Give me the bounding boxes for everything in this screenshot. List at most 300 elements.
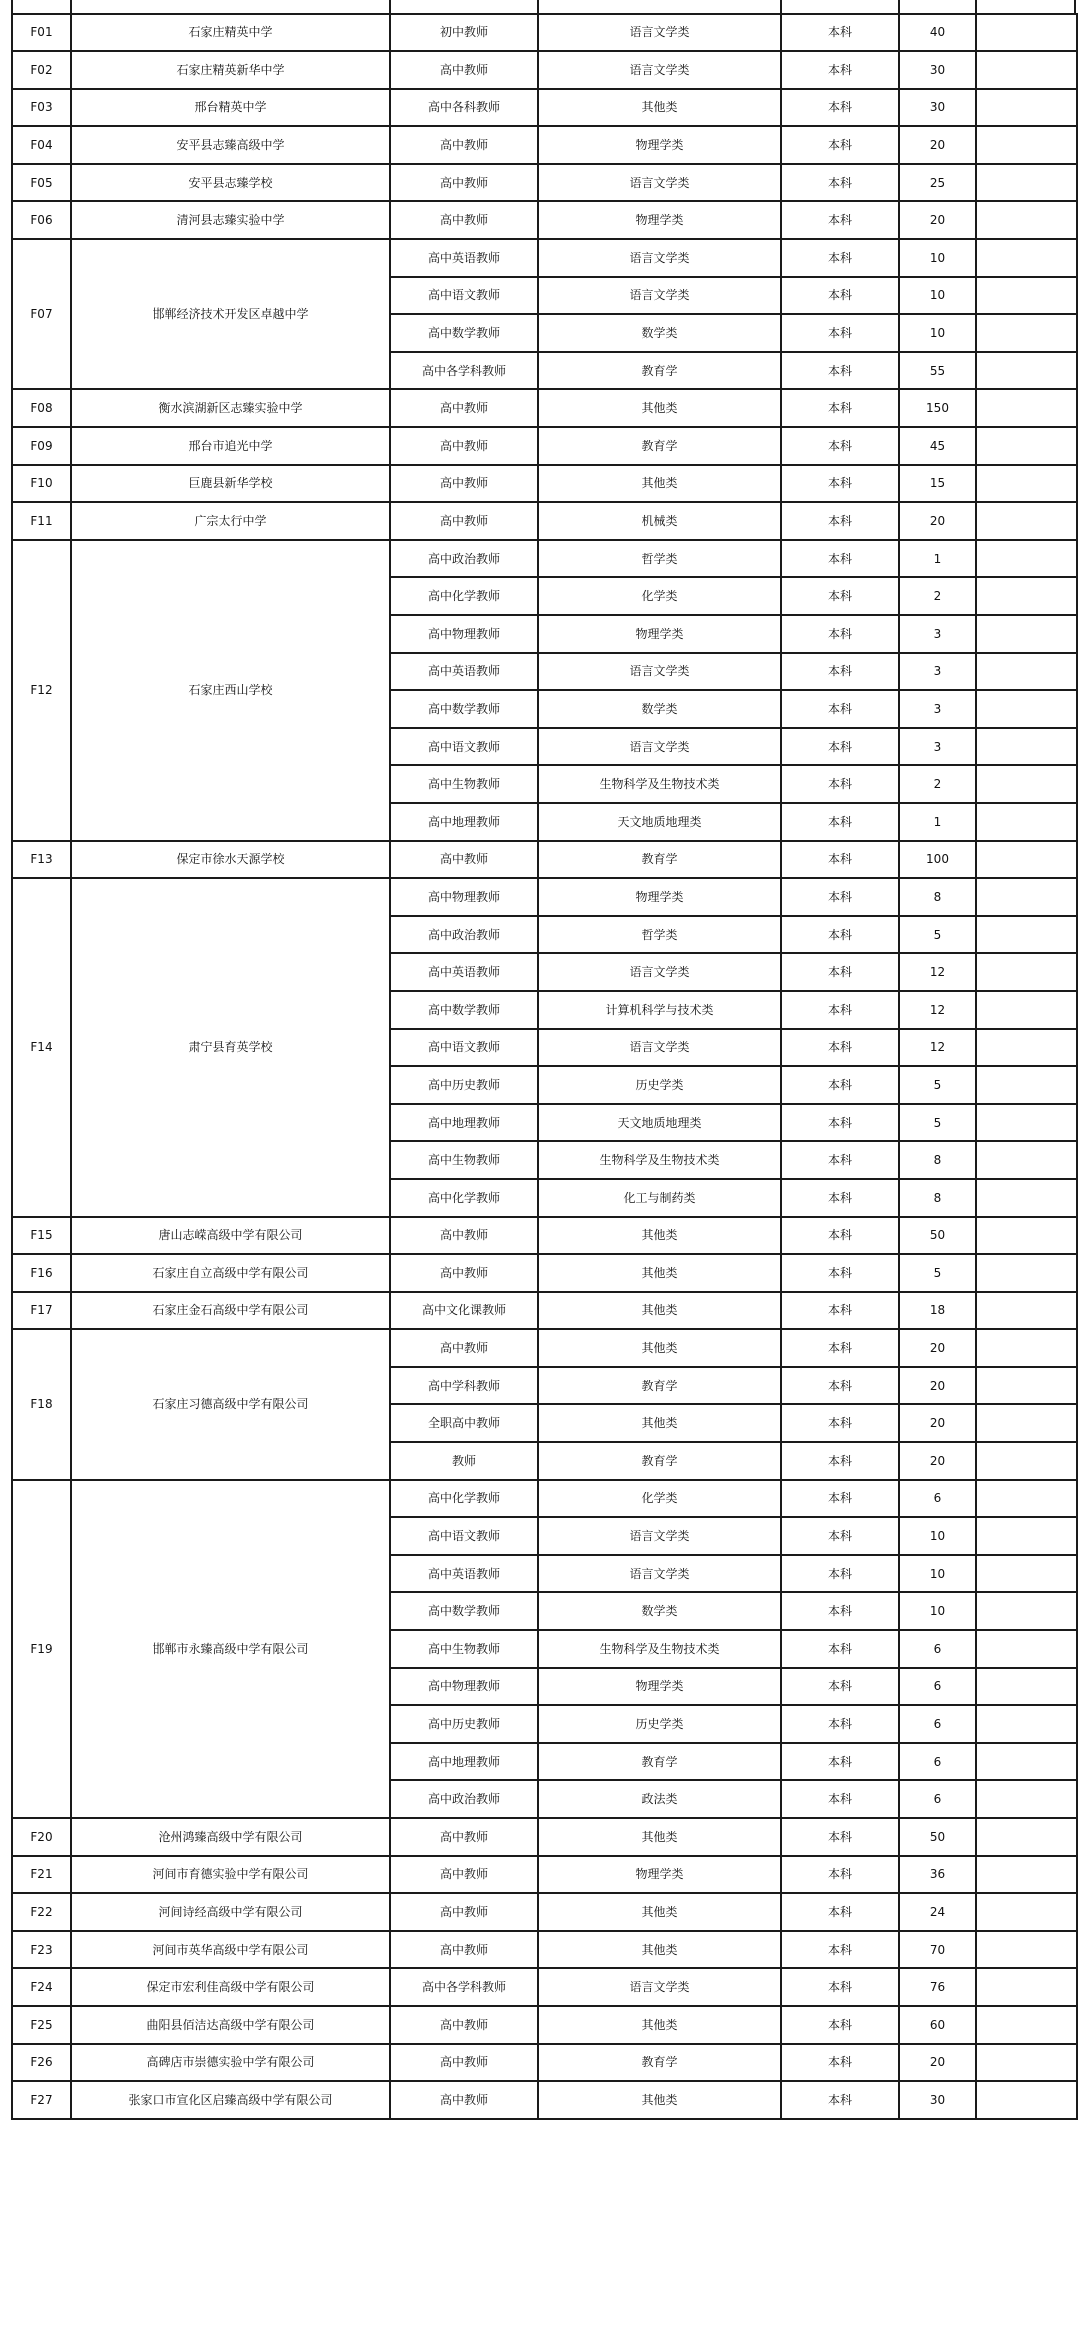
table-row: [12, 1217, 1077, 1255]
cell-major: 化学类: [538, 577, 781, 615]
cell-post: 高中教师: [390, 841, 538, 879]
table-border-stub: [11, 0, 13, 13]
cell-code: F09: [12, 427, 71, 465]
cell-post: 教师: [390, 1442, 538, 1480]
cell-education: 本科: [781, 1517, 899, 1555]
cell-remarks: [976, 1329, 1077, 1367]
cell-major: 语言文学类: [538, 239, 781, 277]
cell-major: 历史学类: [538, 1066, 781, 1104]
cell-school: 曲阳县佰洁达高级中学有限公司: [71, 2006, 390, 2044]
cell-school: 肃宁县育英学校: [71, 878, 390, 1216]
recruitment-table: [11, 13, 1078, 2120]
cell-education: 本科: [781, 1818, 899, 1856]
cell-code: F19: [12, 1480, 71, 1818]
cell-school: 保定市徐水天源学校: [71, 841, 390, 879]
cell-education: 本科: [781, 916, 899, 954]
cell-count: 6: [899, 1668, 976, 1706]
cell-post: 高中英语教师: [390, 653, 538, 691]
cell-major: 语言文学类: [538, 728, 781, 766]
cell-count: 20: [899, 1329, 976, 1367]
cell-education: 本科: [781, 577, 899, 615]
cell-education: 本科: [781, 1931, 899, 1969]
cell-school: 邯郸经济技术开发区卓越中学: [71, 239, 390, 389]
cell-count: 12: [899, 991, 976, 1029]
cell-education: 本科: [781, 239, 899, 277]
cell-major: 其他类: [538, 2081, 781, 2119]
cell-remarks: [976, 1104, 1077, 1142]
cell-major: 其他类: [538, 1254, 781, 1292]
cell-remarks: [976, 1780, 1077, 1818]
cell-education: 本科: [781, 1592, 899, 1630]
cell-post: 高中数学教师: [390, 1592, 538, 1630]
cell-remarks: [976, 201, 1077, 239]
cell-major: 语言文学类: [538, 1517, 781, 1555]
cell-school: 张家口市宣化区启臻高级中学有限公司: [71, 2081, 390, 2119]
cell-major: 天文地质地理类: [538, 803, 781, 841]
cell-post: 高中各科教师: [390, 89, 538, 127]
cell-count: 5: [899, 1254, 976, 1292]
cell-remarks: [976, 615, 1077, 653]
cell-school: 石家庄习德高级中学有限公司: [71, 1329, 390, 1479]
cell-major: 天文地质地理类: [538, 1104, 781, 1142]
cell-count: 1: [899, 803, 976, 841]
cell-post: 高中历史教师: [390, 1705, 538, 1743]
cell-remarks: [976, 1442, 1077, 1480]
cell-education: 本科: [781, 653, 899, 691]
cell-post: 高中教师: [390, 201, 538, 239]
table-border-stub: [780, 0, 782, 13]
cell-major: 语言文学类: [538, 953, 781, 991]
cell-remarks: [976, 164, 1077, 202]
cell-count: 6: [899, 1743, 976, 1781]
cell-count: 60: [899, 2006, 976, 2044]
cell-major: 其他类: [538, 89, 781, 127]
cell-education: 本科: [781, 1367, 899, 1405]
cell-code: F01: [12, 14, 71, 52]
cell-post: 高中教师: [390, 427, 538, 465]
cell-count: 10: [899, 314, 976, 352]
cell-major: 机械类: [538, 502, 781, 540]
cell-major: 其他类: [538, 1217, 781, 1255]
cell-count: 10: [899, 277, 976, 315]
table-row: [12, 1818, 1077, 1856]
cell-remarks: [976, 1141, 1077, 1179]
cell-post: 高中数学教师: [390, 314, 538, 352]
table-row: [12, 1893, 1077, 1931]
cell-education: 本科: [781, 1668, 899, 1706]
cell-remarks: [976, 1179, 1077, 1217]
cell-remarks: [976, 1856, 1077, 1894]
cell-post: 高中生物教师: [390, 1141, 538, 1179]
table-row: [12, 89, 1077, 127]
cell-remarks: [976, 1818, 1077, 1856]
cell-count: 20: [899, 126, 976, 164]
cell-major: 语言文学类: [538, 14, 781, 52]
cell-major: 数学类: [538, 1592, 781, 1630]
cell-post: 高中文化课教师: [390, 1292, 538, 1330]
table-row: [12, 841, 1077, 879]
cell-code: F04: [12, 126, 71, 164]
cell-code: F11: [12, 502, 71, 540]
cell-count: 6: [899, 1780, 976, 1818]
cell-major: 哲学类: [538, 916, 781, 954]
cell-remarks: [976, 1404, 1077, 1442]
cell-count: 40: [899, 14, 976, 52]
cell-remarks: [976, 841, 1077, 879]
cell-count: 20: [899, 502, 976, 540]
cell-remarks: [976, 1480, 1077, 1518]
cell-remarks: [976, 765, 1077, 803]
cell-education: 本科: [781, 1856, 899, 1894]
table-row: [12, 51, 1077, 89]
cell-major: 生物科学及生物技术类: [538, 1630, 781, 1668]
cell-education: 本科: [781, 1029, 899, 1067]
cell-school: 石家庄精英新华中学: [71, 51, 390, 89]
cell-remarks: [976, 653, 1077, 691]
cell-post: 高中化学教师: [390, 1179, 538, 1217]
cell-major: 语言文学类: [538, 1968, 781, 2006]
cell-remarks: [976, 878, 1077, 916]
cell-education: 本科: [781, 465, 899, 503]
cell-education: 本科: [781, 1630, 899, 1668]
cell-count: 12: [899, 953, 976, 991]
cell-remarks: [976, 14, 1077, 52]
cell-major: 其他类: [538, 1404, 781, 1442]
cell-education: 本科: [781, 1329, 899, 1367]
cell-school: 邢台精英中学: [71, 89, 390, 127]
cell-school: 石家庄自立高级中学有限公司: [71, 1254, 390, 1292]
cell-post: 高中教师: [390, 2044, 538, 2082]
cell-code: F05: [12, 164, 71, 202]
table-row: [12, 427, 1077, 465]
cell-remarks: [976, 1668, 1077, 1706]
table-row: [12, 1254, 1077, 1292]
cell-code: F12: [12, 540, 71, 841]
cell-school: 石家庄精英中学: [71, 14, 390, 52]
cell-count: 3: [899, 690, 976, 728]
cell-code: F06: [12, 201, 71, 239]
cell-remarks: [976, 2006, 1077, 2044]
cell-code: F22: [12, 1893, 71, 1931]
cell-education: 本科: [781, 1217, 899, 1255]
cell-post: 高中语文教师: [390, 728, 538, 766]
cell-post: 高中各学科教师: [390, 1968, 538, 2006]
cell-major: 教育学: [538, 427, 781, 465]
table-row: [12, 2006, 1077, 2044]
cell-major: 语言文学类: [538, 653, 781, 691]
cell-remarks: [976, 1517, 1077, 1555]
cell-major: 哲学类: [538, 540, 781, 578]
cell-post: 全职高中教师: [390, 1404, 538, 1442]
cell-education: 本科: [781, 991, 899, 1029]
cell-count: 3: [899, 653, 976, 691]
cell-remarks: [976, 239, 1077, 277]
cell-post: 高中地理教师: [390, 803, 538, 841]
cell-code: F08: [12, 389, 71, 427]
cell-major: 生物科学及生物技术类: [538, 1141, 781, 1179]
cell-post: 高中化学教师: [390, 1480, 538, 1518]
cell-remarks: [976, 1968, 1077, 2006]
cell-remarks: [976, 1592, 1077, 1630]
cell-remarks: [976, 352, 1077, 390]
cell-major: 物理学类: [538, 126, 781, 164]
cell-code: F15: [12, 1217, 71, 1255]
cell-count: 30: [899, 2081, 976, 2119]
cell-post: 高中物理教师: [390, 878, 538, 916]
cell-education: 本科: [781, 878, 899, 916]
cell-school: 河间诗经高级中学有限公司: [71, 1893, 390, 1931]
cell-education: 本科: [781, 1066, 899, 1104]
cell-remarks: [976, 1743, 1077, 1781]
cell-count: 3: [899, 728, 976, 766]
cell-school: 安平县志臻高级中学: [71, 126, 390, 164]
cell-count: 3: [899, 615, 976, 653]
table-row: [12, 14, 1077, 52]
table-row: [12, 201, 1077, 239]
cell-post: 高中教师: [390, 51, 538, 89]
cell-education: 本科: [781, 1555, 899, 1593]
cell-remarks: [976, 540, 1077, 578]
cell-major: 其他类: [538, 1329, 781, 1367]
table-border-stub: [389, 0, 391, 13]
cell-count: 10: [899, 1555, 976, 1593]
cell-remarks: [976, 1705, 1077, 1743]
cell-count: 15: [899, 465, 976, 503]
cell-remarks: [976, 916, 1077, 954]
cell-count: 20: [899, 1442, 976, 1480]
cell-major: 语言文学类: [538, 1555, 781, 1593]
cell-post: 高中教师: [390, 1329, 538, 1367]
cell-post: 高中语文教师: [390, 1517, 538, 1555]
cell-post: 初中教师: [390, 14, 538, 52]
cell-education: 本科: [781, 314, 899, 352]
cell-post: 高中政治教师: [390, 916, 538, 954]
cell-post: 高中政治教师: [390, 540, 538, 578]
cell-remarks: [976, 1367, 1077, 1405]
cell-remarks: [976, 953, 1077, 991]
cell-count: 36: [899, 1856, 976, 1894]
cell-post: 高中教师: [390, 1893, 538, 1931]
cell-post: 高中英语教师: [390, 1555, 538, 1593]
cell-major: 数学类: [538, 690, 781, 728]
cell-remarks: [976, 991, 1077, 1029]
cell-count: 30: [899, 89, 976, 127]
cell-remarks: [976, 690, 1077, 728]
cell-education: 本科: [781, 1780, 899, 1818]
cell-count: 20: [899, 1367, 976, 1405]
cell-code: F26: [12, 2044, 71, 2082]
cell-education: 本科: [781, 427, 899, 465]
cell-education: 本科: [781, 1442, 899, 1480]
cell-count: 10: [899, 1592, 976, 1630]
cell-count: 45: [899, 427, 976, 465]
cell-education: 本科: [781, 690, 899, 728]
cell-major: 教育学: [538, 1442, 781, 1480]
cell-post: 高中教师: [390, 1818, 538, 1856]
cell-major: 物理学类: [538, 615, 781, 653]
cell-post: 高中数学教师: [390, 991, 538, 1029]
cell-education: 本科: [781, 277, 899, 315]
table-row: [12, 1292, 1077, 1330]
cell-remarks: [976, 1893, 1077, 1931]
cell-education: 本科: [781, 502, 899, 540]
table-row: [12, 164, 1077, 202]
cell-code: F14: [12, 878, 71, 1216]
cell-major: 物理学类: [538, 201, 781, 239]
cell-code: F24: [12, 1968, 71, 2006]
cell-post: 高中语文教师: [390, 1029, 538, 1067]
cell-school: 安平县志臻学校: [71, 164, 390, 202]
cell-major: 生物科学及生物技术类: [538, 765, 781, 803]
cell-education: 本科: [781, 352, 899, 390]
cell-count: 55: [899, 352, 976, 390]
table-row: [12, 126, 1077, 164]
cell-education: 本科: [781, 164, 899, 202]
cell-major: 其他类: [538, 389, 781, 427]
cell-education: 本科: [781, 126, 899, 164]
cell-school: 高碑店市崇德实验中学有限公司: [71, 2044, 390, 2082]
cell-major: 教育学: [538, 1367, 781, 1405]
cell-post: 高中政治教师: [390, 1780, 538, 1818]
cell-remarks: [976, 1931, 1077, 1969]
cell-post: 高中数学教师: [390, 690, 538, 728]
cell-count: 20: [899, 2044, 976, 2082]
cell-count: 18: [899, 1292, 976, 1330]
cell-education: 本科: [781, 14, 899, 52]
table-border-stub: [70, 0, 72, 13]
cell-code: F03: [12, 89, 71, 127]
cell-education: 本科: [781, 1404, 899, 1442]
cell-count: 1: [899, 540, 976, 578]
cell-post: 高中教师: [390, 1254, 538, 1292]
cell-count: 5: [899, 1104, 976, 1142]
cell-post: 高中教师: [390, 2006, 538, 2044]
cell-post: 高中教师: [390, 502, 538, 540]
cell-code: F20: [12, 1818, 71, 1856]
table-row: [12, 540, 1077, 578]
cell-count: 8: [899, 1141, 976, 1179]
cell-education: 本科: [781, 1104, 899, 1142]
cell-education: 本科: [781, 765, 899, 803]
cell-education: 本科: [781, 51, 899, 89]
cell-remarks: [976, 89, 1077, 127]
cell-remarks: [976, 465, 1077, 503]
table-row: [12, 465, 1077, 503]
cell-remarks: [976, 1292, 1077, 1330]
cell-school: 保定市宏利佳高级中学有限公司: [71, 1968, 390, 2006]
cell-education: 本科: [781, 1254, 899, 1292]
table-row: [12, 1968, 1077, 2006]
cell-count: 6: [899, 1480, 976, 1518]
cell-major: 语言文学类: [538, 51, 781, 89]
cell-count: 150: [899, 389, 976, 427]
cell-count: 12: [899, 1029, 976, 1067]
cell-major: 语言文学类: [538, 164, 781, 202]
cell-school: 唐山志嵘高级中学有限公司: [71, 1217, 390, 1255]
cell-count: 25: [899, 164, 976, 202]
cell-remarks: [976, 1029, 1077, 1067]
cell-remarks: [976, 314, 1077, 352]
cell-education: 本科: [781, 2006, 899, 2044]
cell-count: 2: [899, 577, 976, 615]
cell-remarks: [976, 277, 1077, 315]
cell-major: 政法类: [538, 1780, 781, 1818]
cell-major: 其他类: [538, 1893, 781, 1931]
cell-school: 邢台市追光中学: [71, 427, 390, 465]
cell-education: 本科: [781, 841, 899, 879]
cell-major: 其他类: [538, 2006, 781, 2044]
cell-count: 10: [899, 239, 976, 277]
table-row: [12, 239, 1077, 277]
cell-code: F18: [12, 1329, 71, 1479]
cell-post: 高中教师: [390, 1931, 538, 1969]
cell-major: 其他类: [538, 1292, 781, 1330]
cell-code: F27: [12, 2081, 71, 2119]
cell-school: 衡水滨湖新区志臻实验中学: [71, 389, 390, 427]
cell-major: 其他类: [538, 1931, 781, 1969]
cell-education: 本科: [781, 728, 899, 766]
table-border-stub: [898, 0, 900, 13]
cell-count: 70: [899, 1931, 976, 1969]
cell-school: 清河县志臻实验中学: [71, 201, 390, 239]
cell-major: 其他类: [538, 1818, 781, 1856]
cell-remarks: [976, 1254, 1077, 1292]
cell-count: 5: [899, 916, 976, 954]
cell-remarks: [976, 502, 1077, 540]
cell-major: 教育学: [538, 352, 781, 390]
cell-post: 高中历史教师: [390, 1066, 538, 1104]
cell-education: 本科: [781, 1141, 899, 1179]
cell-count: 76: [899, 1968, 976, 2006]
cell-count: 50: [899, 1217, 976, 1255]
cell-education: 本科: [781, 2044, 899, 2082]
cell-code: F23: [12, 1931, 71, 1969]
cell-count: 20: [899, 1404, 976, 1442]
cell-school: 石家庄金石高级中学有限公司: [71, 1292, 390, 1330]
cell-major: 计算机科学与技术类: [538, 991, 781, 1029]
cell-major: 历史学类: [538, 1705, 781, 1743]
cell-education: 本科: [781, 1292, 899, 1330]
cell-code: F13: [12, 841, 71, 879]
cell-remarks: [976, 577, 1077, 615]
cell-count: 8: [899, 1179, 976, 1217]
table-row: [12, 878, 1077, 916]
table-row: [12, 1931, 1077, 1969]
cell-remarks: [976, 1555, 1077, 1593]
cell-education: 本科: [781, 953, 899, 991]
table-row: [12, 389, 1077, 427]
cell-school: 河间市育德实验中学有限公司: [71, 1856, 390, 1894]
cell-post: 高中教师: [390, 126, 538, 164]
cell-remarks: [976, 1217, 1077, 1255]
cell-major: 化工与制药类: [538, 1179, 781, 1217]
cell-education: 本科: [781, 1480, 899, 1518]
cell-major: 物理学类: [538, 1668, 781, 1706]
cell-major: 物理学类: [538, 1856, 781, 1894]
cell-code: F02: [12, 51, 71, 89]
cell-remarks: [976, 1630, 1077, 1668]
table-row: [12, 2081, 1077, 2119]
cell-school: 邯郸市永臻高级中学有限公司: [71, 1480, 390, 1818]
cell-post: 高中教师: [390, 2081, 538, 2119]
cell-post: 高中各学科教师: [390, 352, 538, 390]
cell-education: 本科: [781, 1968, 899, 2006]
cell-post: 高中地理教师: [390, 1743, 538, 1781]
table-row: [12, 1329, 1077, 1367]
cell-post: 高中生物教师: [390, 1630, 538, 1668]
cell-major: 数学类: [538, 314, 781, 352]
cell-post: 高中生物教师: [390, 765, 538, 803]
